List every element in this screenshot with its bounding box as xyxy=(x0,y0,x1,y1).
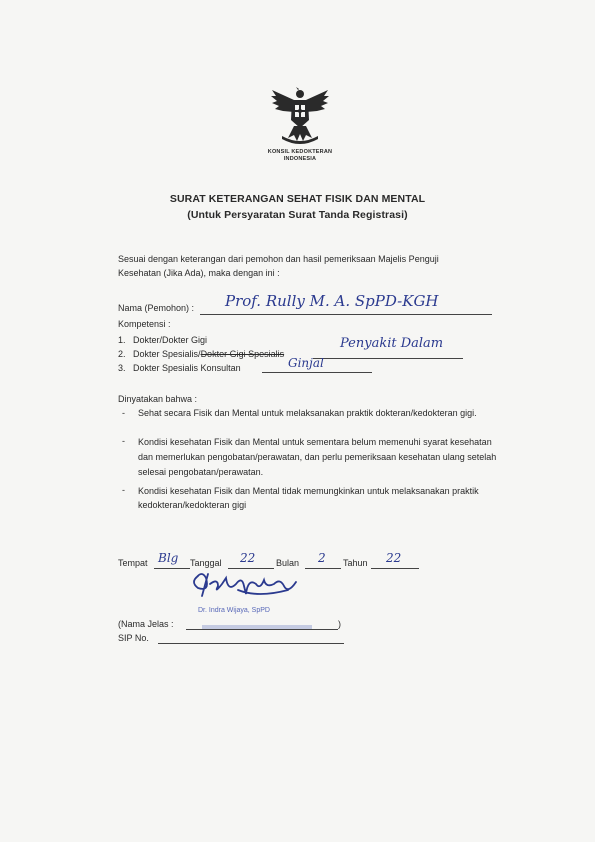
bulan-label: Bulan xyxy=(276,558,300,568)
kompetensi-item-3: 3. Dokter Spesialis Konsultan xyxy=(118,363,241,373)
organization-name xyxy=(250,149,350,163)
konsultan-handwritten: Ginjal xyxy=(288,356,324,370)
nama-jelas-underline xyxy=(186,629,338,630)
tahun-underline xyxy=(371,568,419,569)
spesialis-underline xyxy=(313,358,463,359)
tempat-handwritten: Blg xyxy=(158,551,179,565)
name-label: Nama (Pemohon) : xyxy=(118,303,195,313)
sip-label: SIP No. xyxy=(118,633,149,643)
nama-jelas-label: (Nama Jelas : xyxy=(118,619,174,629)
tahun-handwritten: 22 xyxy=(386,551,402,565)
tahun-label: Tahun xyxy=(343,558,368,568)
spesialis-handwritten: Penyakit Dalam xyxy=(340,336,444,351)
tanggal-label: Tanggal xyxy=(190,558,222,568)
konsultan-underline xyxy=(262,372,372,373)
name-handwritten: Prof. Rully M. A. SpPD-KGH xyxy=(225,292,439,310)
bulan-handwritten: 2 xyxy=(318,551,326,565)
garuda-emblem-icon xyxy=(268,86,332,148)
org-line-1: KONSIL KEDOKTERAN xyxy=(267,149,333,155)
doctor-stamp: Dr. Indra Wijaya, SpPD xyxy=(198,607,270,614)
declaration-label: Dinyatakan bahwa : xyxy=(118,394,198,404)
bullet-dash-2: - xyxy=(122,436,125,446)
bullet-dash-1: - xyxy=(122,408,125,418)
tempat-label: Tempat xyxy=(118,558,148,568)
sip-underline xyxy=(158,643,344,644)
intro-line-1: Sesuai dengan keterangan dari pemohon dan hasil pemeriksaan Majelis Penguji xyxy=(118,254,439,264)
kompetensi-item-2: 2. Dokter Spesialis/Dokter Gigi Spesialis xyxy=(118,349,285,359)
org-line-2: INDONESIA xyxy=(283,156,317,162)
bullet-dash-3: - xyxy=(122,485,125,495)
tanggal-handwritten: 22 xyxy=(240,551,256,565)
declaration-bullet-1: Sehat secara Fisik dan Mental untuk melaksanakan praktik dokteran/kedokteran gigi. xyxy=(138,408,477,418)
kompetensi-item-1: 1. Dokter/Dokter Gigi xyxy=(118,335,208,345)
nama-jelas-close: ) xyxy=(338,619,341,629)
bulan-underline xyxy=(305,568,341,569)
document-subtitle: (Untuk Persyaratan Surat Tanda Registrasi) xyxy=(187,209,408,221)
declaration-bullet-3: Kondisi kesehatan Fisik dan Mental tidak memungkinkan untuk melaksanakan praktik kedokteran/kedokteran gigi xyxy=(138,486,479,510)
kompetensi-label: Kompetensi : xyxy=(118,319,171,329)
declaration-bullet-2: Kondisi kesehatan Fisik dan Mental untuk sementara belum memenuhi syarat kesehatan dan memerlukan pengobatan/perawatan, dan perlu pemeriksaan kesehatan ulang setelah selesai pengobatan/perawatan. xyxy=(138,437,497,477)
intro-line-2: Kesehatan (Jika Ada), maka dengan ini : xyxy=(118,268,280,278)
tempat-underline xyxy=(154,568,190,569)
signature-icon xyxy=(188,568,308,602)
document-title: SURAT KETERANGAN SEHAT FISIK DAN MENTAL xyxy=(169,193,426,205)
name-underline xyxy=(200,314,492,315)
